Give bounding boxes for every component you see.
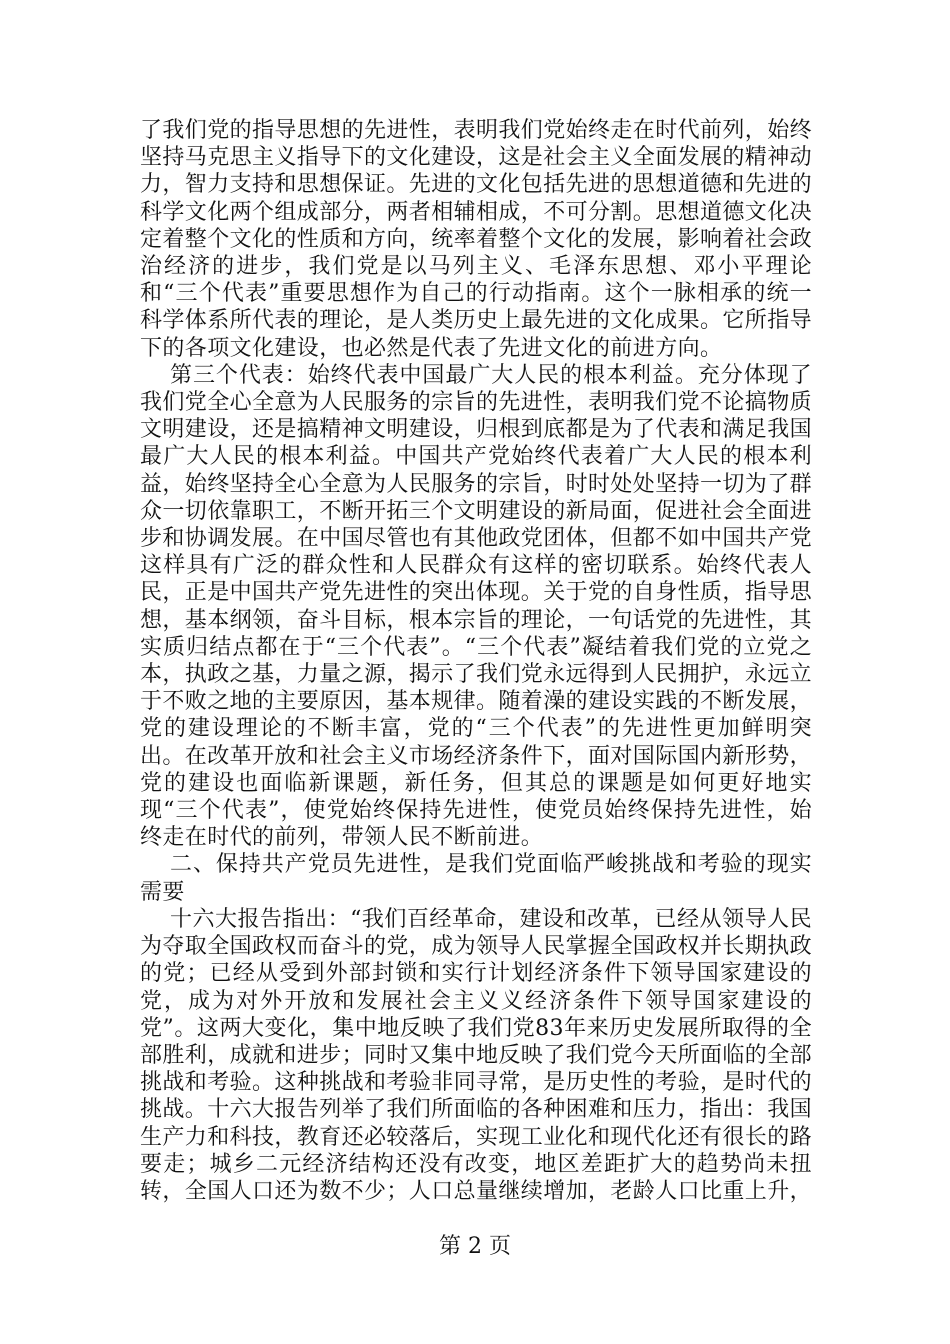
page-number: 第 2 页 [439, 1234, 511, 1259]
paragraph-third-represent: 第三个代表：始终代表中国最广大人民的根本利益。充分体现了我们党全心全意为人民服务的宗旨的先进性，表明我们党不论搞物质文明建设，还是搞精神文明建设，归根到底都是为了代表和满足我国最广大人民的根本利益。中国共产党始终代表着广大人民的根本利益，始终坚持全心全意为人民服务的宗旨，时时处处坚持一切为了群众一切依靠职工，不断开拓三个文明建设的新局面，促进社会全面进步和协调发展。在中国尽管也有其他政党团体，但都不如中国共产党这样具有广泛的群众性和人民群众有这样的密切联系。始终代表人民，正是中国共产党先进性的突出体现。关于党的自身性质，指导思想，基本纲领，奋斗目标，根本宗旨的理论，一句话党的先进性，其实质归结点都在于“三个代表”。“三个代表”凝结着我们党的立党之本，执政之基，力量之源，揭示了我们党永远得到人民拥护，永远立于不败之地的主要原因，基本规律。随着澡的建设实践的不断发展，党的建设理论的不断丰富，党的“三个代表”的先进性更加鲜明突出。在改革开放和社会主义市场经济条件下，面对国际国内新形势，党的建设也面临新课题，新任务，但其总的课题是如何更好地实现“三个代表”，使党始终保持先进性，使党员始终保持先进性，始终走在时代的前列，带领人民不断前进。 [140, 362, 813, 851]
paragraph-sixteenth-congress: 十六大报告指出：“我们百经革命，建设和改革，已经从领导人民为夺取全国政权而奋斗的党，成为领导人民掌握全国政权并长期执政的党；已经从受到外部封锁和实行计划经济条件下领导国家建设的党，成为对外开放和发展社会主义义经济条件下领导国家建设的党”。这两大变化，集中地反映了我们党83年来历史发展所取得的全部胜利，成就和进步；同时又集中地反映了我们党今天所面临的全部挑战和考验。这种挑战和考验非同寻常，是历史性的考验，是时代的挑战。十六大报告列举了我们所面临的各种困难和压力，指出：我国生产力和科技，教育还必较落后，实现工业化和现代化还有很长的路要走；城乡二元经济结构还没有改变，地区差距扩大的趋势尚未扭转，全国人口还为数不少；人口总量继续增加，老龄人口比重上升， [140, 906, 813, 1204]
document-body [140, 117, 812, 1205]
section-heading: 二、保持共产党员先进性，是我们党面临严峻挑战和考验的现实需要 [140, 852, 812, 905]
paragraph-continuation: 了我们党的指导思想的先进性，表明我们党始终走在时代前列，始终坚持马克思主义指导下的文化建设，这是社会主义全面发展的精神动力，智力支持和思想保证。先进的文化包括先进的思想道德和先进的科学文化两个组成部分，两者相辅相成，不可分割。思想道德文化决定着整个文化的性质和方向，统率着整个文化的发展，影响着社会政治经济的进步，我们党是以马列主义、毛泽东思想、邓小平理论和“三个代表”重要思想作为自己的行动指南。这个一脉相承的统一科学体系所代表的理论，是人类历史上最先进的文化成果。它所指导下的各项文化建设，也必然是代表了先进文化的前进方向。 [140, 118, 813, 361]
